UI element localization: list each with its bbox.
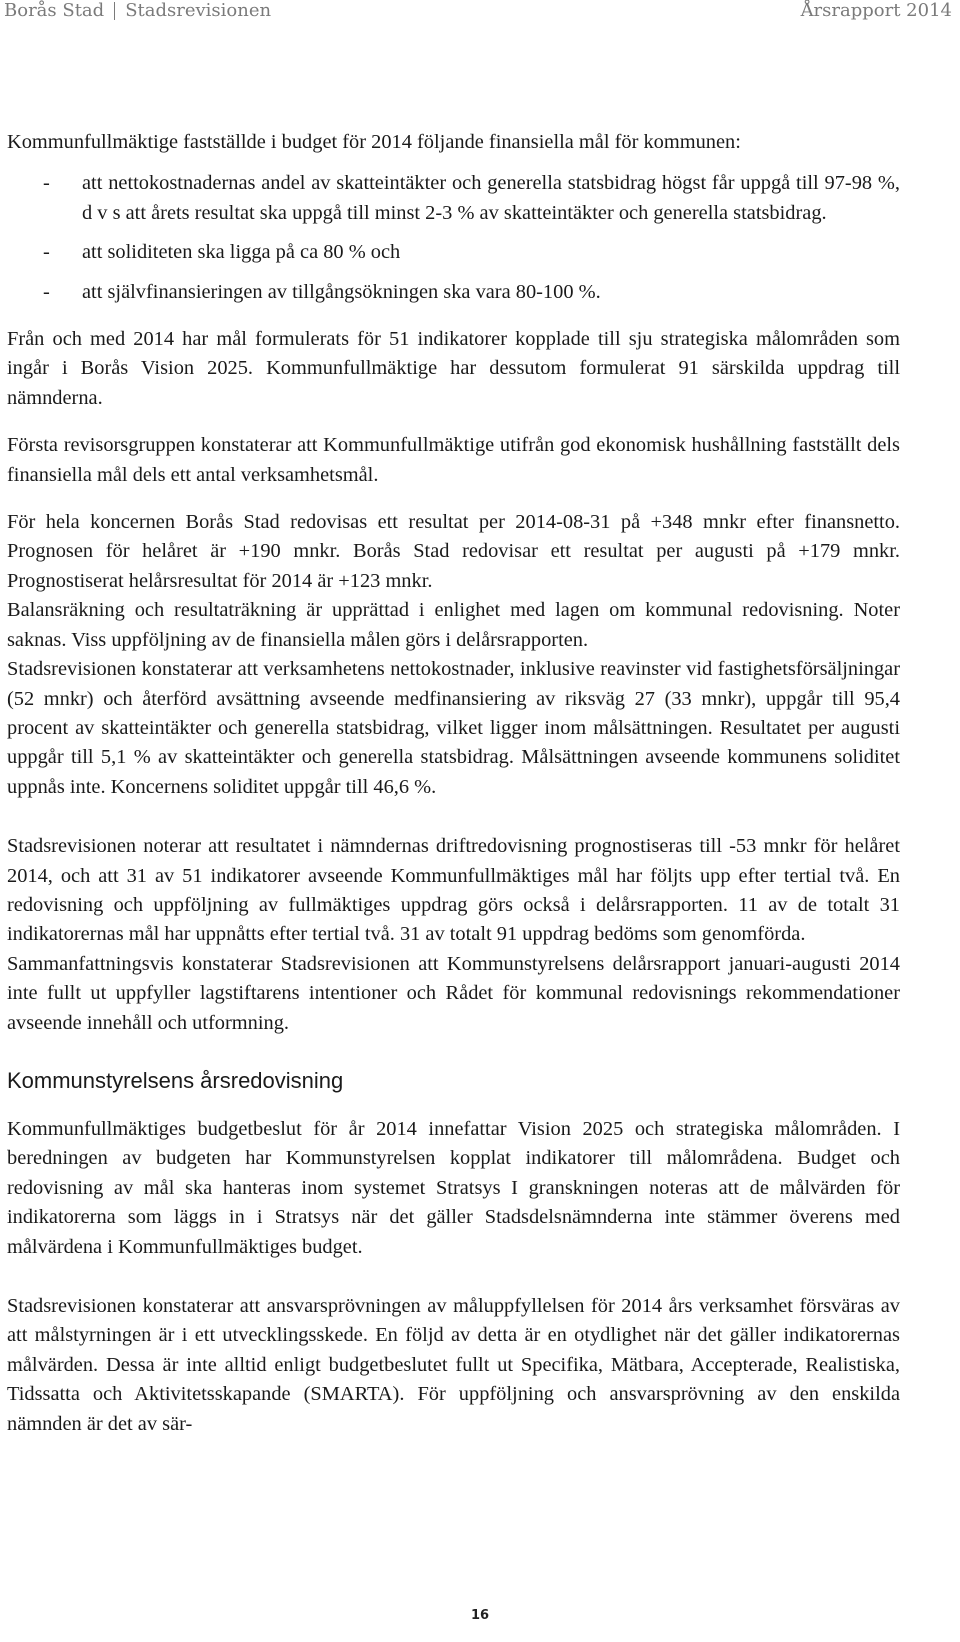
goal-text: att nettokostnadernas andel av skatteintäkter och generella statsbidrag högst får uppgå till 97-98 %, d v s att årets resultat ska uppgå till minst 2-3 % av skatteintäkter och generella statsbidrag.: [82, 172, 900, 224]
goal-dash: -: [43, 241, 50, 264]
section-heading: Kommunstyrelsens årsredovisning: [7, 1067, 344, 1093]
intro-paragraph: Kommunfullmäktige fastställde i budget för 2014 följande finansiella mål för kommunen:: [7, 131, 741, 153]
header-left: [4, 0, 271, 21]
goal-text: att självfinansieringen av tillgångsökningen ska vara 80-100 %.: [82, 280, 601, 303]
header-divider: [114, 2, 115, 20]
paragraph-indicators: Från och med 2014 har mål formulerats för 51 indikatorer kopplade till sju strategiska målområden som ingår i Borås Vision 2025. Kommunfullmäktige har dessutom formulerat 91 särskilda uppdrag till nämnderna.: [7, 328, 900, 409]
paragraph-accountability: Stadsrevisionen konstaterar att ansvarsprövningen av måluppfyllelsen för 2014 års verksamhet försväras av att målstyrningen är i ett utvecklingsskede. En följd av detta är en otydlighet när det gäller indikatorernas målvärden. Dessa är inte alltid enligt budgetbeslutet fullt ut Specifika, Mätbara, Accepterade, Realistiska, Tidssatta och Aktivitetsskapande (SMARTA). För uppföljning och ansvarsprövning av den enskilda nämnden är det av sär-: [7, 1295, 900, 1435]
financial-goals-list: [7, 169, 900, 307]
paragraph-summary: Sammanfattningsvis konstaterar Stadsrevisionen att Kommunstyrelsens delårsrapport januari-augusti 2014 inte fullt ut uppfyller lagstiftarens intentioner och Rådet för kommunal redovisnings rekommendationer avseende innehåll och utformning.: [7, 952, 900, 1034]
paragraph-balance: Balansräkning och resultaträkning är upprättad i enlighet med lagen om kommunal redovisning. Noter saknas. Viss uppföljning av de finansiella målen görs i delårsrapporten.: [7, 599, 900, 651]
header-org: Borås Stad: [4, 0, 105, 21]
goal-item: [7, 278, 900, 307]
goal-item: [7, 238, 900, 267]
main-content: [7, 128, 900, 1439]
paragraph-net-costs: Stadsrevisionen konstaterar att verksamhetens nettokostnader, inklusive reavinster vid fastighetsförsäljningar (52 mnkr) och återförd avsättning avseende medfinansiering av riksväg 27 (33 mnkr), uppgår till 95,4 procent av skatteintäkter och generella statsbidrag, vilket ligger inom målsättningen. Resultatet per augusti uppgår till 5,1 % av skatteintäkter och generella statsbidrag. Målsättningen avseende kommunens soliditet uppnås inte. Koncernens soliditet uppgår till 46,6 %.: [7, 658, 900, 798]
goal-text: att soliditeten ska ligga på ca 80 % och: [82, 241, 401, 264]
paragraph-operations: Stadsrevisionen noterar att resultatet i nämndernas driftredovisning prognostiseras till -53 mnkr för helåret 2014, och att 31 av 51 indikatorer avseende Kommunfullmäktiges mål har följts upp efter tertial två. En redovisning och uppföljning av fullmäktiges uppdrag görs också i delårsrapporten. 11 av de totalt 31 indikatorernas mål har uppnåtts efter tertial två. 31 av totalt 91 uppdrag bedöms som genomförda.: [7, 835, 900, 946]
goal-item: [7, 169, 900, 228]
header-unit: Stadsrevisionen: [125, 0, 272, 21]
page-number: 16: [470, 1608, 490, 1623]
paragraph-budget-decision: Kommunfullmäktiges budgetbeslut för år 2014 innefattar Vision 2025 och strategiska målområden. I beredningen av budgeten har Kommunstyrelsen kopplat indikatorer till målområdena. Budget och redovisning av mål ska hanteras inom systemet Stratsys I granskningen noteras att de målvärden för indikatorerna som läggs in i Stratsys när det gäller Stadsdelsnämnderna inte stämmer överens med målvärdena i Kommunfullmäktiges budget.: [7, 1117, 900, 1258]
paragraph-auditors: Första revisorsgruppen konstaterar att Kommunfullmäktige utifrån god ekonomisk hushållning fastställt dels finansiella mål dels ett antal verksamhetsmål.: [7, 434, 900, 486]
paragraph-results: För hela koncernen Borås Stad redovisas ett resultat per 2014-08-31 på +348 mnkr efter finansnetto. Prognosen för helåret är +190 mnkr. Borås Stad redovisar ett resultat per augusti på +179 mnkr. Prognostiserat helårsresultat för 2014 är +123 mnkr.: [7, 511, 900, 592]
goal-dash: -: [43, 280, 50, 303]
goal-dash: -: [43, 172, 50, 195]
header-doc-title: Årsrapport 2014: [800, 0, 952, 21]
page-header: [0, 0, 960, 24]
